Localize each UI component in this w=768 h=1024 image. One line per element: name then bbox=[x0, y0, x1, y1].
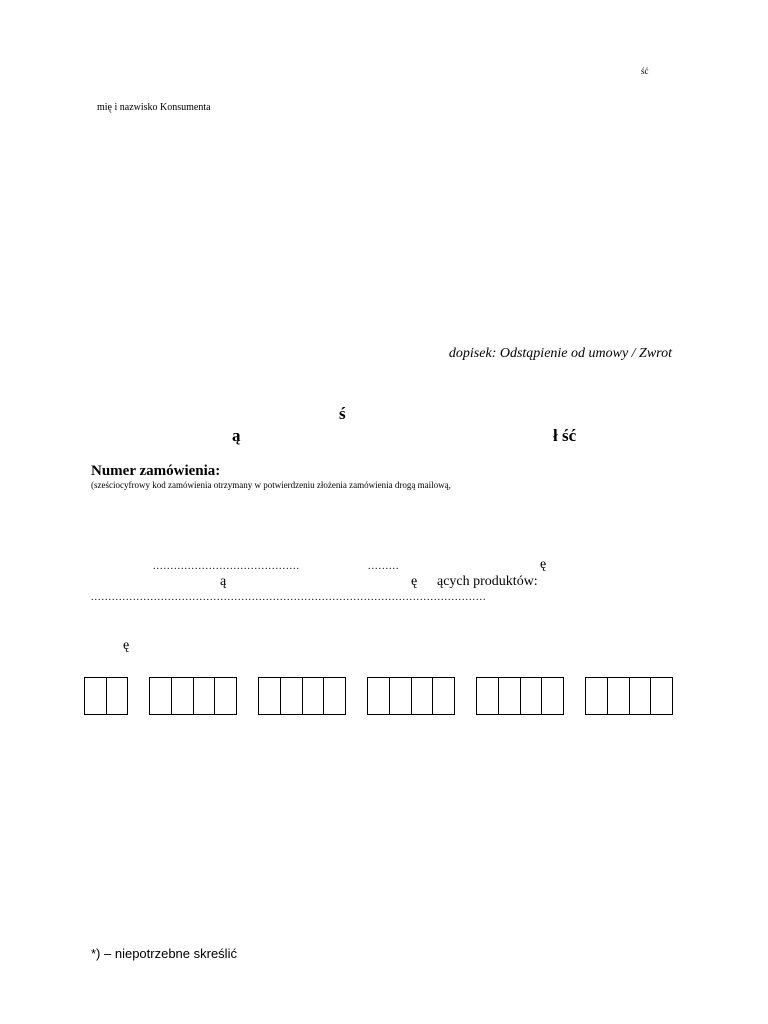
account-digit-box bbox=[259, 678, 281, 714]
account-digit-box bbox=[608, 678, 630, 714]
place-date-text: ść bbox=[641, 66, 649, 76]
account-digit-box bbox=[477, 678, 499, 714]
fill-in-line: .......................................... bbox=[153, 561, 300, 572]
document-heading-line1: ś bbox=[339, 404, 346, 423]
text-fragment: ę bbox=[411, 574, 418, 589]
account-digit-group bbox=[585, 677, 673, 715]
consumer-name-label: mię i nazwisko Konsumenta bbox=[97, 102, 211, 113]
envelope-note: dopisek: Odstąpienie od umowy / Zwrot bbox=[448, 346, 672, 361]
document-heading-line2-left: ą bbox=[232, 426, 241, 445]
account-digit-group bbox=[149, 677, 237, 715]
text-fragment: ę bbox=[540, 557, 547, 572]
account-digit-box bbox=[651, 678, 672, 714]
fill-in-line: ................................................................................................................. bbox=[91, 592, 487, 603]
account-digit-box bbox=[521, 678, 543, 714]
account-digit-box bbox=[390, 678, 412, 714]
account-digit-box bbox=[433, 678, 454, 714]
account-digit-group bbox=[367, 677, 455, 715]
fill-in-line: ......... bbox=[368, 561, 400, 572]
account-digit-group bbox=[84, 677, 128, 715]
account-digit-box bbox=[499, 678, 521, 714]
account-digit-box bbox=[324, 678, 345, 714]
account-digit-box bbox=[630, 678, 652, 714]
account-digit-box bbox=[150, 678, 172, 714]
account-digit-box bbox=[542, 678, 563, 714]
document-heading-line2-right: ł ść bbox=[553, 426, 577, 445]
order-number-label: Numer zamówienia: bbox=[91, 463, 221, 479]
bank-account-boxes bbox=[84, 677, 673, 717]
account-digit-box bbox=[85, 678, 107, 714]
account-digit-box bbox=[172, 678, 194, 714]
account-digit-box bbox=[368, 678, 390, 714]
account-digit-box bbox=[303, 678, 325, 714]
text-fragment: ę bbox=[123, 638, 130, 653]
account-digit-group bbox=[476, 677, 564, 715]
account-digit-box bbox=[586, 678, 608, 714]
account-digit-box bbox=[194, 678, 216, 714]
order-number-hint: (sześciocyfrowy kod zamówienia otrzymany w potwierdzeniu złożenia zamówienia drogą mailową, bbox=[91, 480, 451, 490]
footnote: *) – niepotrzebne skreślić bbox=[91, 946, 237, 961]
text-fragment: ą bbox=[220, 574, 227, 589]
account-digit-group bbox=[258, 677, 346, 715]
account-digit-box bbox=[281, 678, 303, 714]
account-digit-box bbox=[412, 678, 434, 714]
returned-products-label: ących produktów: bbox=[437, 574, 538, 589]
account-digit-box bbox=[215, 678, 236, 714]
account-digit-box bbox=[107, 678, 128, 714]
